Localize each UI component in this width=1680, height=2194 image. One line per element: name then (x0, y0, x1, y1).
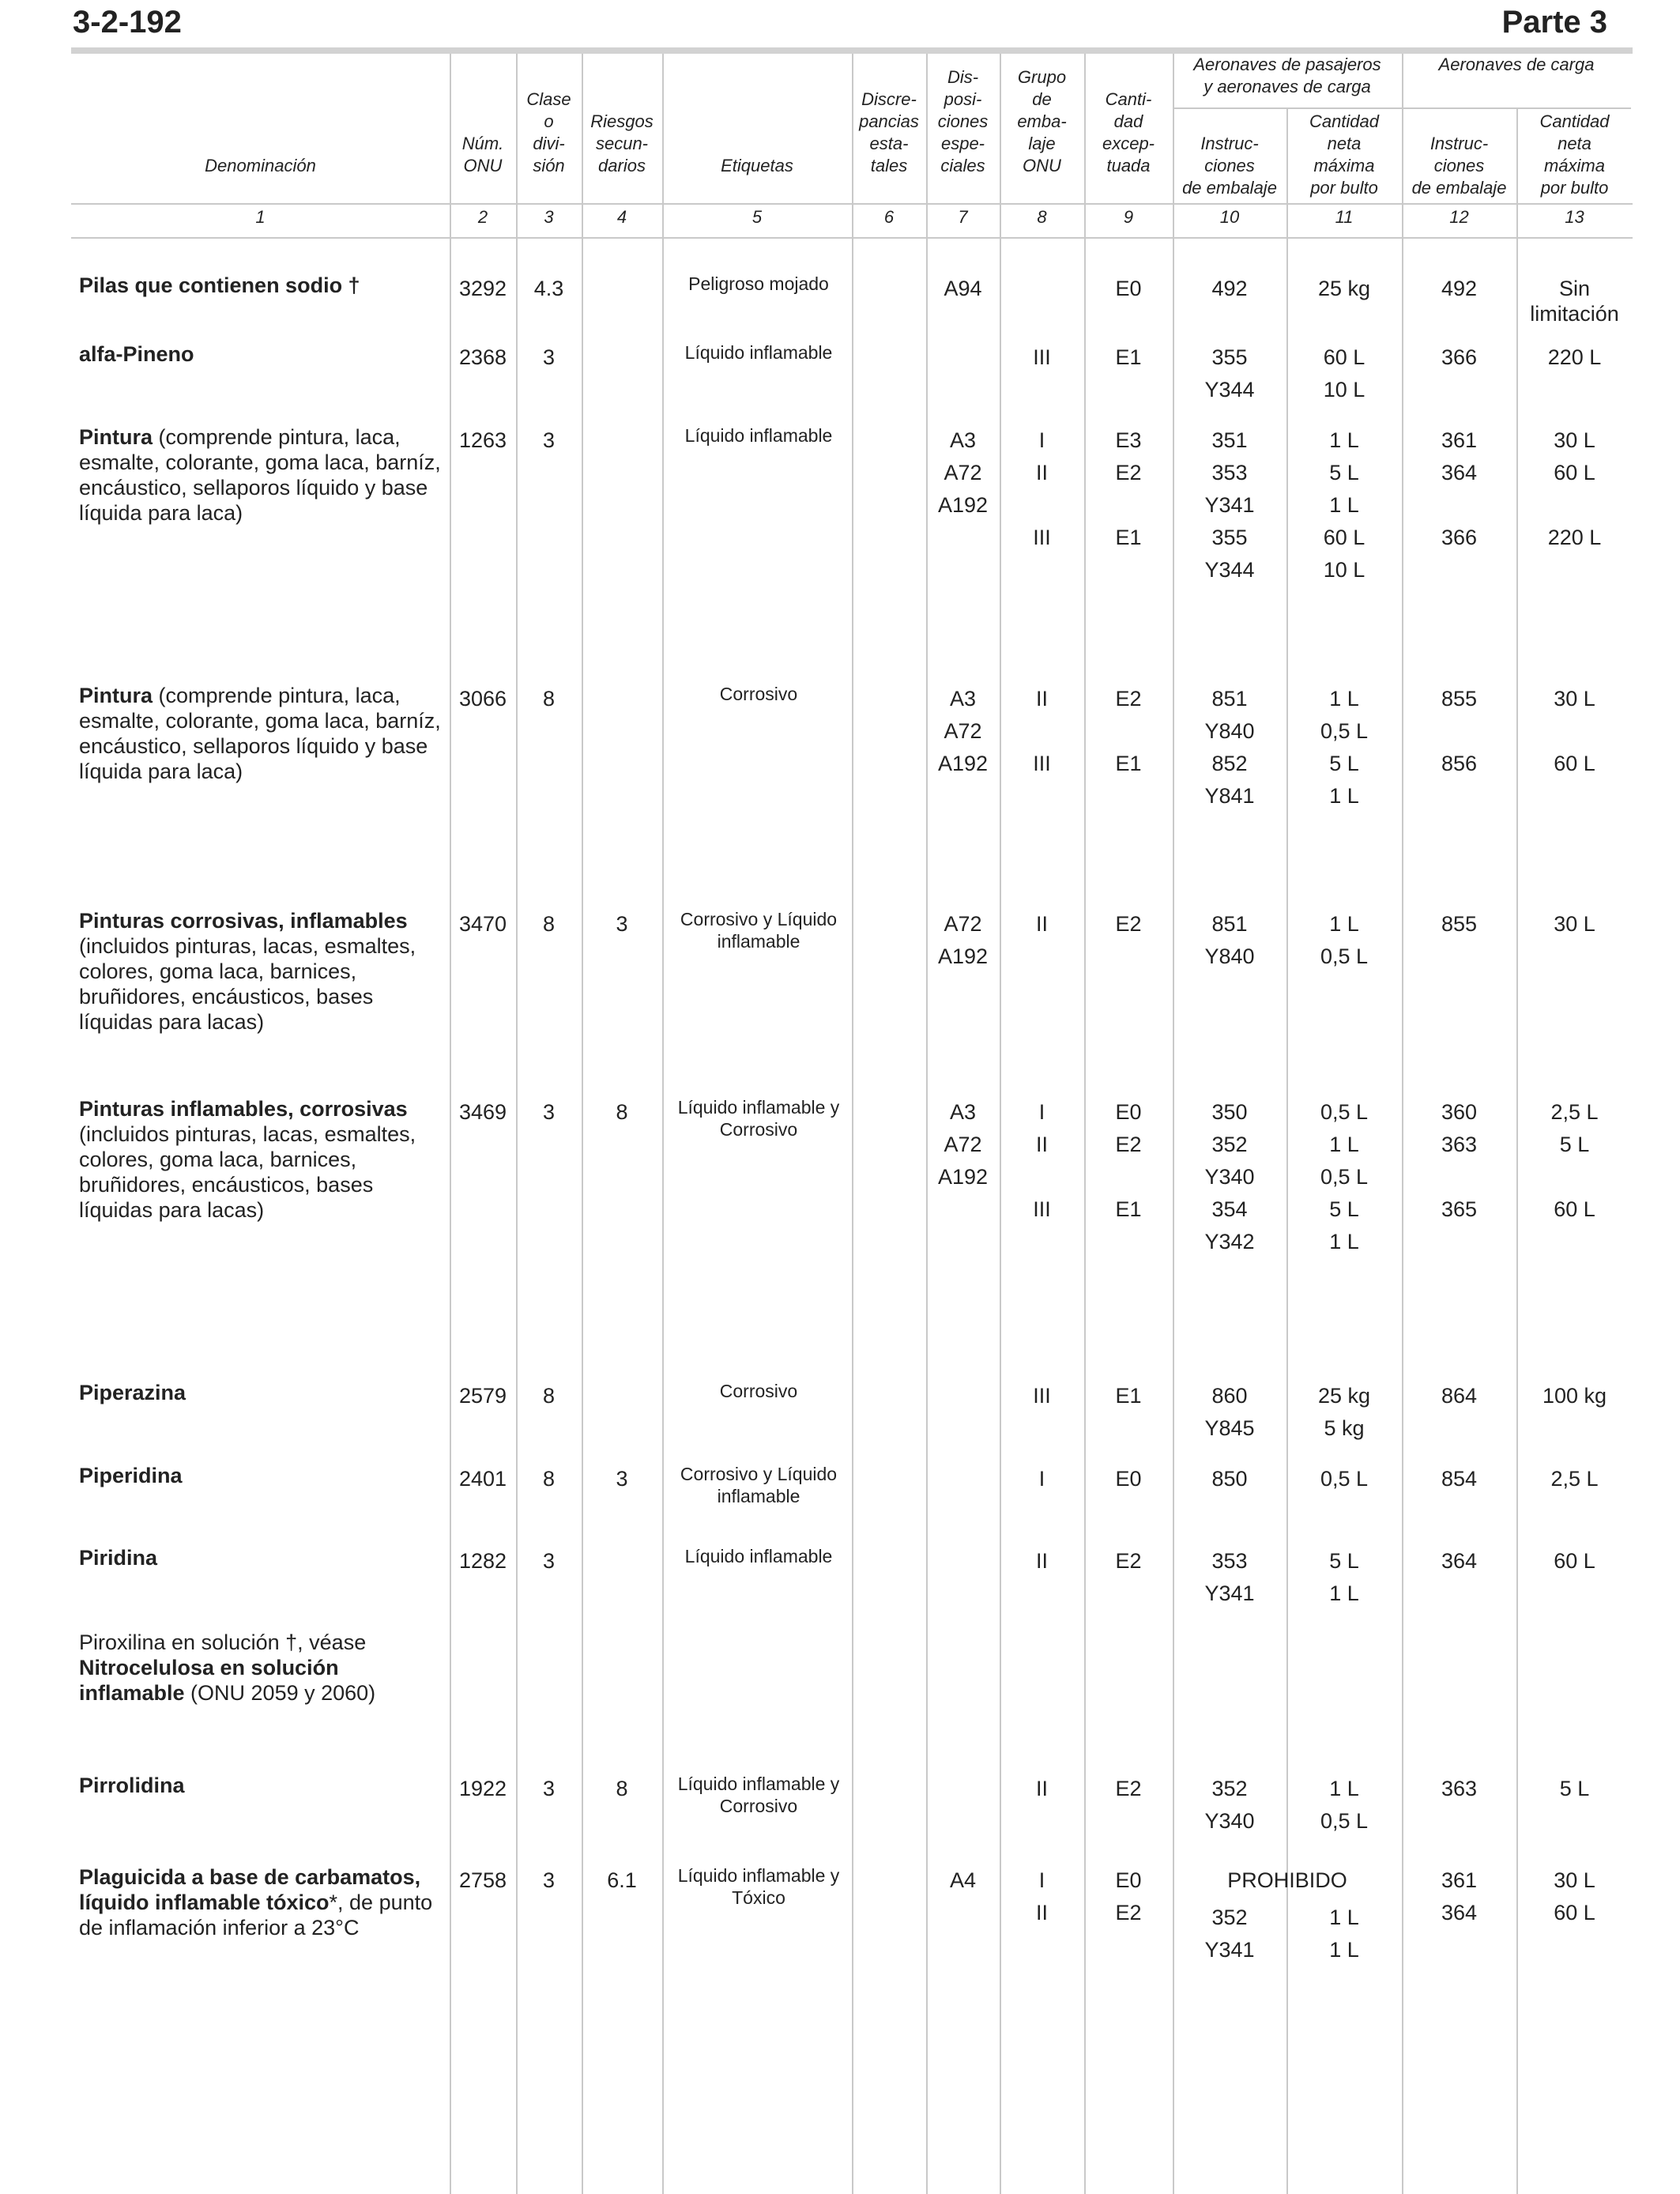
cell-un: 2401 (458, 1467, 507, 1491)
cell-excepted: E0 E2 (1115, 1868, 1142, 1924)
row-name: Piperazina (79, 1381, 186, 1404)
group-passenger-header: Aeronaves de pasajeros y aeronaves de carga (1193, 55, 1381, 96)
cell-label: Corrosivo (719, 684, 798, 704)
cell-pax-instr: 353 Y341 (1204, 1549, 1255, 1605)
cell-pax-qty: 25 kg (1317, 277, 1371, 300)
cell-class: 3 (542, 1868, 556, 1892)
cell-special: A94 (944, 277, 982, 300)
col-number: 11 (1335, 207, 1354, 227)
cell-excepted: E2 (1115, 1777, 1142, 1800)
cell-class: 3 (542, 428, 556, 452)
cell-prohibited: PROHIBIDO (1227, 1868, 1347, 1892)
cell-subsidiary: 3 (616, 1467, 628, 1491)
cell-label: Peligroso mojado (688, 273, 829, 294)
row-name: Pinturas corrosivas, inflamables (incluidos pinturas, lacas, esmaltes, colores, goma laca, barnices, bruñidores, encáusticos, bases líquidas para lacas) (79, 909, 416, 1034)
cell-class: 8 (542, 687, 556, 711)
cell-pax-instr: 860 Y845 (1204, 1384, 1255, 1440)
cell-pax-qty: 1 L 0,5 L (1320, 912, 1369, 968)
col-header-instrucciones-carga: Instruc- ciones de embalaje (1411, 134, 1507, 198)
col-header-num-onu: Núm. ONU (461, 134, 504, 175)
cell-label: Corrosivo y Líquido inflamable (680, 1464, 838, 1506)
cell-packing-group: I II III (1033, 428, 1051, 549)
col-number: 4 (616, 207, 627, 227)
cell-cargo-qty: 30 L 60 L (1554, 1868, 1595, 1924)
cell-un: 2758 (458, 1868, 507, 1892)
col-number: 9 (1123, 207, 1134, 227)
cell-pax-qty: 1 L 0,5 L (1320, 1777, 1369, 1833)
cell-class: 3 (542, 1549, 556, 1573)
cell-pax-instr: 851 Y840 852 Y841 (1204, 687, 1255, 808)
col-number: 6 (883, 207, 895, 227)
cell-special: A3 A72 A192 (937, 687, 989, 775)
cell-class: 3 (542, 345, 556, 369)
cell-label: Líquido inflamable (684, 1546, 833, 1566)
col-number: 8 (1037, 207, 1047, 227)
col-header-riesgos: Riesgos secun- darios (590, 111, 654, 175)
cell-excepted: E1 (1115, 345, 1142, 369)
page-number: 3-2-192 (73, 5, 182, 40)
group-cargo-header: Aeronaves de carga (1438, 55, 1595, 74)
header-rule (71, 47, 1633, 54)
cell-pax-instr: 351 353 Y341 355 Y344 (1204, 428, 1255, 582)
cell-un: 1263 (458, 428, 507, 452)
col-number: 10 (1219, 207, 1240, 227)
cell-special: A3 A72 A192 (937, 1100, 989, 1189)
col-header-clase: Clase o divi- sión (526, 89, 571, 175)
cell-un: 3292 (458, 277, 507, 300)
cell-class: 8 (542, 912, 556, 936)
row-name: Piperidina (79, 1464, 183, 1487)
cell-cargo-instr: 492 (1441, 277, 1478, 300)
cell-excepted: E3 E2 E1 (1115, 428, 1142, 549)
cell-label: Líquido inflamable y Corrosivo (677, 1774, 840, 1816)
cell-cargo-instr: 363 (1441, 1777, 1478, 1800)
cell-un: 1922 (458, 1777, 507, 1800)
cell-excepted: E0 (1115, 1467, 1142, 1491)
cell-cargo-instr: 855 (1441, 912, 1478, 936)
cell-pax-instr: 350 352 Y340 354 Y342 (1204, 1100, 1255, 1253)
cell-label: Líquido inflamable y Tóxico (677, 1865, 840, 1908)
cell-cargo-instr: 364 (1441, 1549, 1478, 1573)
row-name: alfa-Pineno (79, 342, 194, 366)
cell-packing-group: III (1033, 345, 1051, 369)
cell-pax-qty: 1 L 0,5 L 5 L 1 L (1320, 687, 1369, 808)
cell-excepted: E2 E1 (1115, 687, 1142, 775)
cell-pax-qty: 1 L 5 L 1 L 60 L 10 L (1323, 428, 1365, 582)
cell-cargo-qty: 220 L (1547, 345, 1602, 369)
cell-pax-instr: 352 Y340 (1204, 1777, 1255, 1833)
cell-label: Líquido inflamable (684, 342, 833, 363)
cell-un: 1282 (458, 1549, 507, 1573)
cell-pax-qty: 1 L 1 L (1329, 1906, 1359, 1962)
cell-pax-instr: 492 (1211, 277, 1248, 300)
col-number: 1 (255, 207, 266, 227)
cell-label: Líquido inflamable y Corrosivo (677, 1097, 840, 1140)
cell-cargo-qty: 30 L 60 L 220 L (1547, 428, 1602, 549)
cell-cargo-qty: 5 L (1559, 1777, 1590, 1800)
part-title: Parte 3 (1501, 5, 1607, 40)
cell-subsidiary: 8 (616, 1100, 628, 1124)
cell-packing-group: I II (1035, 1868, 1048, 1924)
cell-pax-qty: 25 kg 5 kg (1317, 1384, 1371, 1440)
cell-cargo-qty: 60 L (1554, 1549, 1595, 1573)
cell-cargo-qty: Sin limitación (1530, 277, 1619, 326)
row-name: Pintura (comprende pintura, laca, esmalte, colorante, goma laca, barníz, encáustico, sellaporos líquido y base líquida para laca) (79, 684, 441, 783)
cell-packing-group: I II III (1033, 1100, 1051, 1221)
cell-packing-group: III (1033, 1384, 1051, 1408)
number-row-rule (71, 237, 1633, 239)
cell-subsidiary: 3 (616, 912, 628, 936)
group-rule (1173, 107, 1631, 109)
cell-special: A4 (949, 1868, 977, 1892)
col-number: 13 (1565, 207, 1584, 227)
col-header-denominacion: Denominación (205, 156, 316, 175)
cell-cargo-instr: 361 364 366 (1441, 428, 1478, 549)
cell-cargo-qty: 30 L 60 L (1554, 687, 1595, 775)
page-header (0, 0, 1680, 49)
cell-label: Corrosivo y Líquido inflamable (680, 909, 838, 952)
cell-un: 3470 (458, 912, 507, 936)
col-number: 3 (544, 207, 554, 227)
cell-packing-group: I (1038, 1467, 1045, 1491)
cell-class: 3 (542, 1100, 556, 1124)
cell-class: 8 (542, 1384, 556, 1408)
cell-pax-instr: 851 Y840 (1204, 912, 1255, 968)
cell-pax-instr: 352 Y341 (1204, 1906, 1255, 1962)
cell-cargo-qty: 100 kg (1542, 1384, 1607, 1408)
cell-cargo-instr: 854 (1441, 1467, 1478, 1491)
col-number: 12 (1449, 207, 1469, 227)
cell-class: 8 (542, 1467, 556, 1491)
col-number: 2 (477, 207, 488, 227)
cell-cargo-qty: 30 L (1554, 912, 1595, 936)
cell-cargo-instr: 360 363 365 (1441, 1100, 1478, 1221)
row-name: Plaguicida a base de carbamatos, líquido inflamable tóxico*, de punto de inflamación inferior a 23°C (79, 1865, 433, 1940)
row-name: Piridina (79, 1546, 158, 1570)
col-header-discrepancias: Discre- pancias esta- tales (859, 89, 919, 175)
cell-cargo-instr: 855 856 (1441, 687, 1478, 775)
cell-pax-qty: 5 L 1 L (1329, 1549, 1359, 1605)
col-header-disposiciones: Dis- posi- ciones espe- ciales (937, 67, 989, 175)
cell-un: 2368 (458, 345, 507, 369)
row-name: Pintura (comprende pintura, laca, esmalte, colorante, goma laca, barníz, encáustico, sellaporos líquido y base líquida para laca) (79, 425, 441, 525)
col-header-cantidad-carga: Cantidad neta máxima por bulto (1539, 111, 1610, 198)
col-header-cantidad-exceptuada: Canti- dad excep- tuada (1102, 89, 1155, 175)
cell-pax-instr: 355 Y344 (1204, 345, 1255, 401)
col-header-grupo-embalaje: Grupo de emba- laje ONU (1017, 67, 1067, 175)
row-name: Pilas que contienen sodio † (79, 273, 360, 297)
cell-subsidiary: 8 (616, 1777, 628, 1800)
cell-label: Líquido inflamable (684, 425, 833, 446)
cell-packing-group: II (1035, 912, 1048, 936)
cell-excepted: E0 (1115, 277, 1142, 300)
cell-excepted: E2 (1115, 912, 1142, 936)
cell-cargo-instr: 864 (1441, 1384, 1478, 1408)
col-header-etiquetas: Etiquetas (721, 156, 793, 175)
col-number: 7 (958, 207, 968, 227)
cell-label: Corrosivo (719, 1381, 798, 1401)
row-name: Pinturas inflamables, corrosivas (incluidos pinturas, lacas, esmaltes, colores, goma laca, barnices, bruñidores, encáusticos, bases líquidas para lacas) (79, 1097, 416, 1222)
cell-cargo-instr: 366 (1441, 345, 1478, 369)
header-bottom-rule (71, 203, 1633, 205)
cell-un: 2579 (458, 1384, 507, 1408)
cell-pax-qty: 60 L 10 L (1323, 345, 1365, 401)
cell-packing-group: II (1035, 1549, 1048, 1573)
row-name: Pirrolidina (79, 1774, 185, 1797)
cell-un: 3066 (458, 687, 507, 711)
cell-class: 4.3 (533, 277, 564, 300)
cell-cargo-instr: 361 364 (1441, 1868, 1478, 1924)
cell-class: 3 (542, 1777, 556, 1800)
cell-excepted: E0 E2 E1 (1115, 1100, 1142, 1221)
cell-excepted: E2 (1115, 1549, 1142, 1573)
cell-pax-qty: 0,5 L 1 L 0,5 L 5 L 1 L (1320, 1100, 1369, 1253)
cell-cargo-qty: 2,5 L (1550, 1467, 1599, 1491)
cell-special: A3 A72 A192 (937, 428, 989, 517)
cell-subsidiary: 6.1 (607, 1868, 637, 1892)
row-name: Piroxilina en solución †, véase Nitrocelulosa en solución inflamable (ONU 2059 y 2060) (79, 1630, 376, 1705)
cell-pax-instr: 850 (1211, 1467, 1248, 1491)
col-header-instrucciones-pasajeros: Instruc- ciones de embalaje (1182, 134, 1277, 198)
cell-cargo-qty: 2,5 L 5 L 60 L (1550, 1100, 1599, 1221)
cell-special: A72 A192 (937, 912, 989, 968)
col-header-cantidad-pasajeros: Cantidad neta máxima por bulto (1309, 111, 1380, 198)
cell-un: 3469 (458, 1100, 507, 1124)
cell-packing-group: II III (1033, 687, 1051, 775)
cell-pax-qty: 0,5 L (1320, 1467, 1369, 1491)
col-number: 5 (751, 207, 763, 227)
cell-packing-group: II (1035, 1777, 1048, 1800)
cell-excepted: E1 (1115, 1384, 1142, 1408)
